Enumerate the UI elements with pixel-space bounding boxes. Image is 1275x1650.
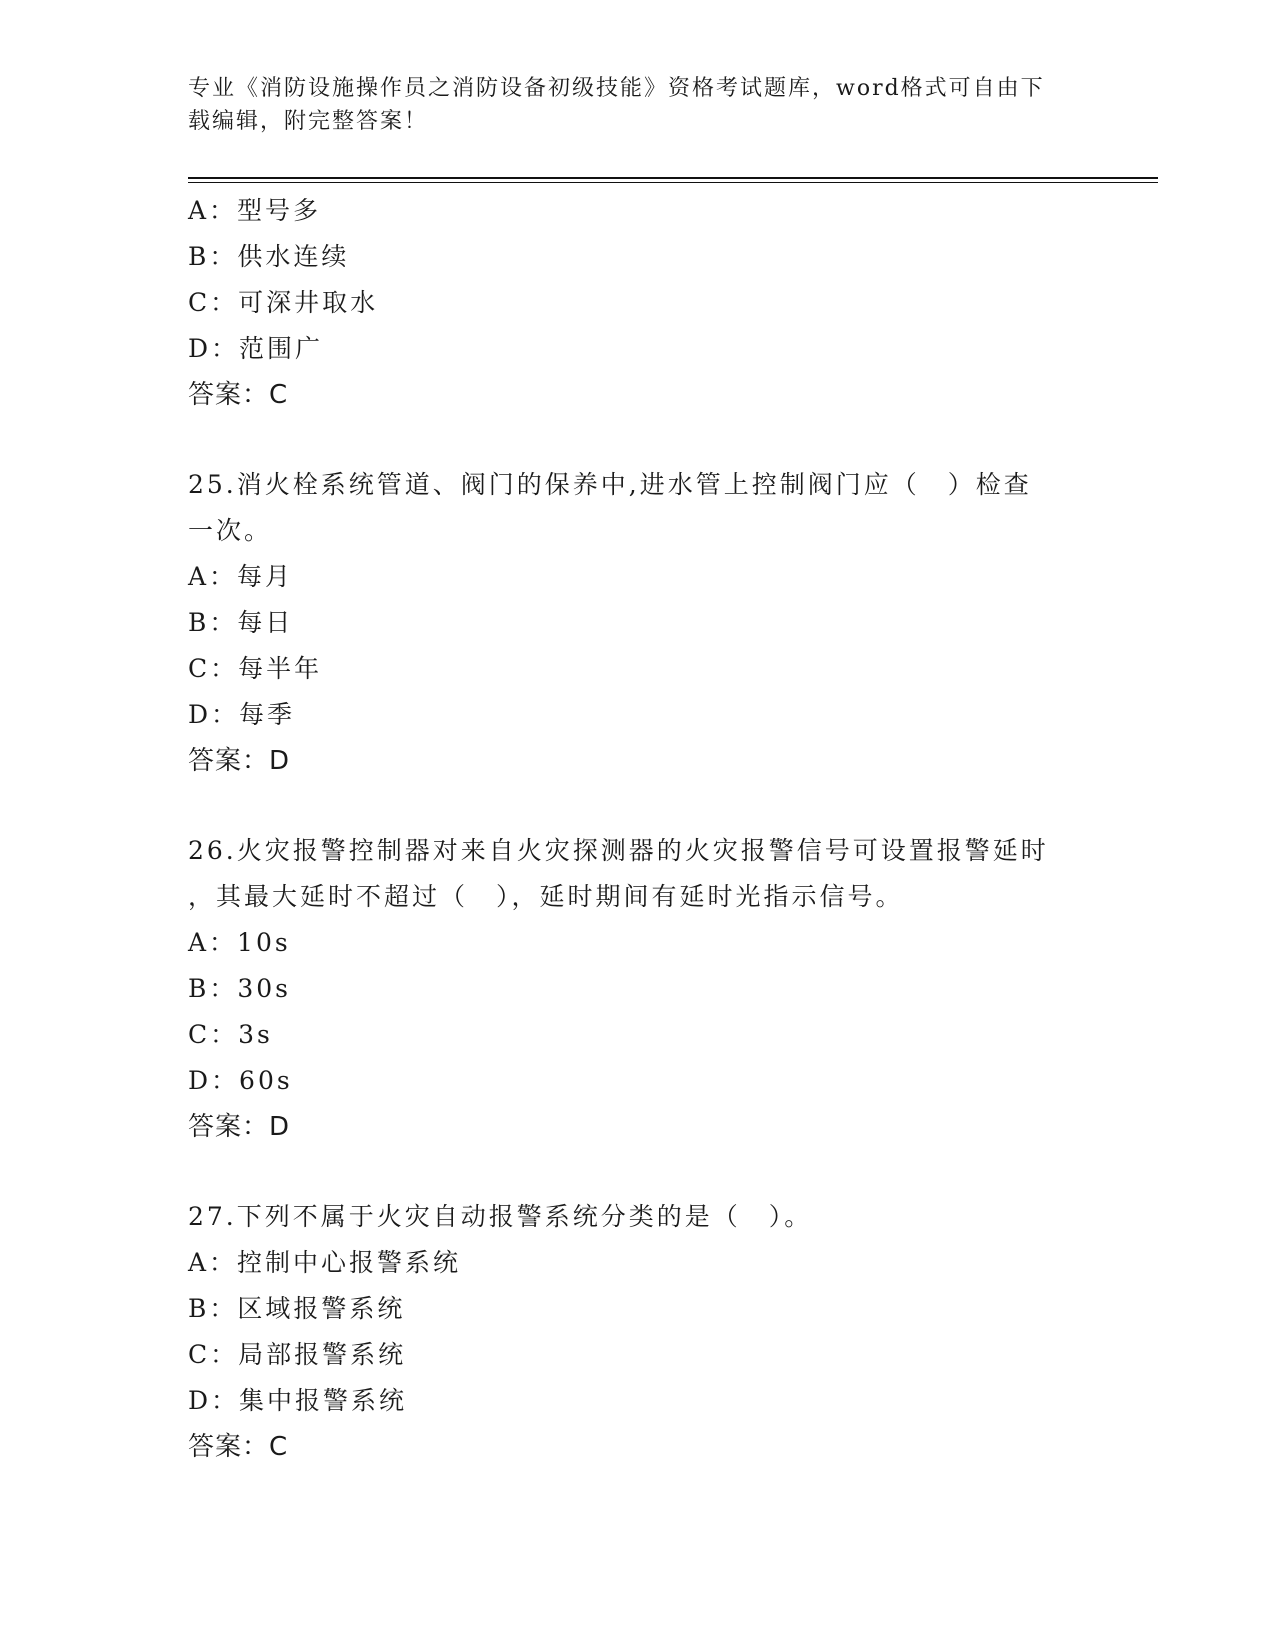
option-b: B：区域报警系统 bbox=[188, 1294, 406, 1323]
option-b: B：供水连续 bbox=[188, 242, 350, 271]
option-c: C：可深井取水 bbox=[188, 288, 379, 317]
question-block-25 bbox=[188, 462, 1088, 784]
option-a: A：10s bbox=[188, 928, 291, 957]
option-a: A：每月 bbox=[188, 562, 294, 591]
option-d: D：范围广 bbox=[188, 334, 324, 363]
option-b: B：每日 bbox=[188, 608, 294, 637]
option-c: C：每半年 bbox=[188, 654, 323, 683]
answer-line: 答案：C bbox=[188, 1432, 289, 1462]
question-list bbox=[188, 188, 1088, 1470]
header-rule-thick bbox=[188, 177, 1158, 179]
header-line-1: 专业《消防设施操作员之消防设备初级技能》资格考试题库，word格式可自由下 bbox=[188, 76, 1045, 101]
question-stem: 27.下列不属于火灾自动报警系统分类的是（ ）。 bbox=[188, 1202, 813, 1231]
question-stem: 26.火灾报警控制器对来自火灾探测器的火灾报警信号可设置报警延时 bbox=[188, 836, 1049, 865]
question-block-26 bbox=[188, 828, 1088, 1150]
option-c: C：局部报警系统 bbox=[188, 1340, 407, 1369]
option-c: C：3s bbox=[188, 1020, 273, 1049]
header-rule-thin bbox=[188, 182, 1158, 183]
question-stem-cont: ，其最大延时不超过（ ），延时期间有延时光指示信号。 bbox=[188, 882, 904, 911]
question-stem-cont: 一次。 bbox=[188, 516, 273, 545]
question-block-27 bbox=[188, 1194, 1088, 1470]
answer-line: 答案：D bbox=[188, 1112, 291, 1142]
option-a: A：控制中心报警系统 bbox=[188, 1248, 462, 1277]
option-d: D：每季 bbox=[188, 700, 296, 729]
answer-line: 答案：C bbox=[188, 380, 289, 410]
question-stem: 25.消火栓系统管道、阀门的保养中,进水管上控制阀门应（ ）检查 bbox=[188, 470, 1032, 499]
question-block-24 bbox=[188, 188, 1088, 418]
option-d: D：集中报警系统 bbox=[188, 1386, 408, 1415]
option-a: A：型号多 bbox=[188, 196, 322, 225]
answer-line: 答案：D bbox=[188, 746, 291, 776]
header-line-2: 载编辑，附完整答案！ bbox=[188, 109, 429, 134]
document-header bbox=[188, 72, 1088, 138]
option-d: D：60s bbox=[188, 1066, 293, 1095]
option-b: B：30s bbox=[188, 974, 292, 1003]
